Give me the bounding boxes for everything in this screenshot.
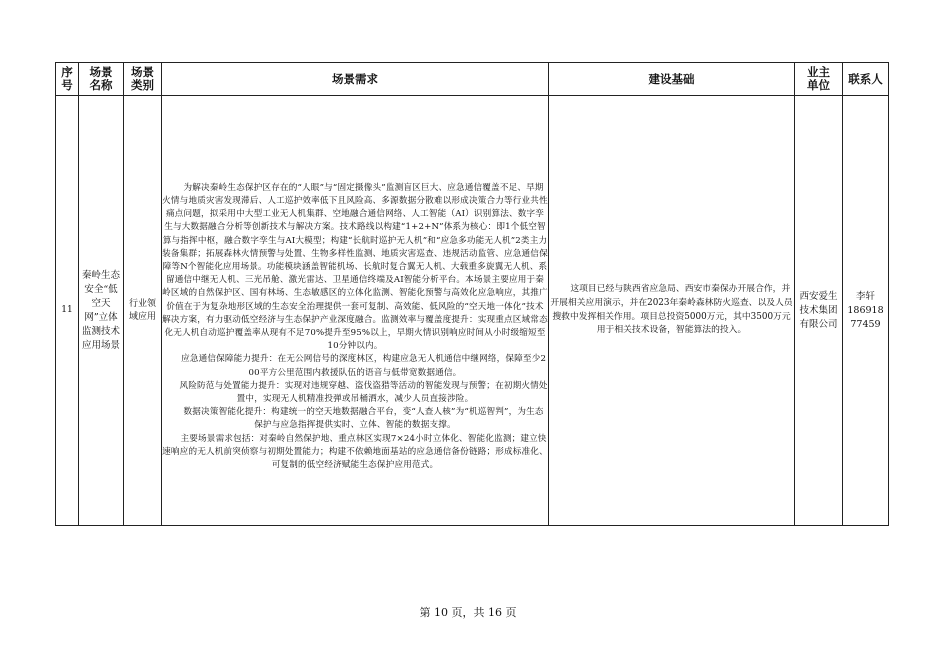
row-requirements: [162, 96, 549, 526]
requirements-paragraph: 主要场景需求包括：对秦岭自然保护地、重点林区实现7×24小时立体化、智能化监测；建立快速响应的无人机前突侦察与初期处置能力；构建不依赖地面基站的应急通信备份链路；形成标准化、可复制的低空经济赋能生态保护应用范式。: [162, 433, 548, 471]
row-scenario-category: 行业领域应用: [124, 96, 162, 526]
header-owner-unit: 业主 单位: [795, 63, 843, 96]
header-scenario-name: 场景 名称: [79, 63, 124, 96]
requirements-paragraph: 应急通信保障能力提升：在无公网信号的深度林区，构建应急无人机通信中继网络，保障至少200平方公里范围内救援队伍的语音与低带宽数据通信。: [181, 354, 547, 378]
header-index: 序 号: [56, 63, 79, 96]
requirements-paragraph: 为解决秦岭生态保护区存在的“人眼”与“固定摄像头”监测盲区巨大、应急通信覆盖不足、早期火情与地质灾害发现滞后、人工巡护效率低下且风险高、多源数据分散难以形成决策合力等行业共性痛点问题，拟采用中大型工业无人机集群、空地融合通信网络、人工智能（AI）识别算法、数字孪生与大数据融合分析等创新技术与解决方案。技术路线以构建“1+2+N”体系为核心：即1个低空智算与指挥中枢，融合数字孪生与AI大模型；构建“长航时巡护无人机”和“应急多功能无人机”2类主力装备集群；拓展森林火情预警与处置、生物多样性监测、地质灾害巡查、违规活动监管、应急通信保障等N个智能化应用场景。功能模块涵盖智能机场、长航时复合翼无人机、大载重多旋翼无人机、系留通信中继无人机、三光吊舱、激光雷达、卫星通信终端及AI智能分析平台。本场景主要应用于秦岭区域的自然保护区、国有林场、生态敏感区的立体化监测、智能化预警与高效化应急响应，其推广价值在于为复杂地形区域的生态安全治理提供一套可复制、高效能、低风险的“空天地一体化”技术解决方案，有力驱动低空经济与生态保护产业深度融合。监测效率与覆盖度提升：实现重点区域常态化无人机自动巡护覆盖率从现有不足70%提升至95%以上，早期火情识别响应时间从小时级缩短至10分钟以内。: [162, 182, 548, 352]
construction-basis-text: 这项目已经与陕西省应急局、西安市秦保办开展合作，并开展相关应用演示，并在2023年秦岭森林防火巡查、以及人员搜救中发挥相关作用。项目总投资5000万元，其中3500万元用于相关技术设备，智能算法的投入。: [550, 283, 793, 336]
header-construction-basis: 建设基础: [549, 63, 795, 96]
header-scenario-category: 场景 类别: [124, 63, 162, 96]
row-scenario-name: 秦岭生态安全“低空天网”立体监测技术应用场景: [79, 96, 124, 526]
requirements-paragraphs: [162, 149, 548, 472]
row-owner-unit: 西安爱生技术集团有限公司: [795, 96, 843, 526]
scenario-table: [55, 62, 889, 526]
requirements-paragraph: 风险防范与处置能力提升：实现对违规穿越、盗伐盗猎等活动的智能发现与预警；在初期火情处置中，实现无人机精准投弹或吊桶洒水，减少人员直接涉险。: [179, 380, 548, 405]
table-header-row: [56, 63, 889, 96]
header-contact: 联系人: [843, 63, 889, 96]
page-footer: 第 10 页，共 16 页: [419, 606, 517, 619]
table-row: [56, 96, 889, 526]
requirements-paragraph: 数据决策智能化提升：构建统一的空天地数据融合平台，变“人查人核”为“机巡智判”，为生态保护与应急指挥提供实时、立体、智能的数据支撑。: [183, 407, 544, 431]
row-contact: 李轩 18691877459: [843, 96, 889, 526]
row-construction-basis: [549, 96, 795, 526]
header-scenario-requirements: 场景需求: [162, 63, 549, 96]
row-index: 11: [56, 96, 79, 526]
